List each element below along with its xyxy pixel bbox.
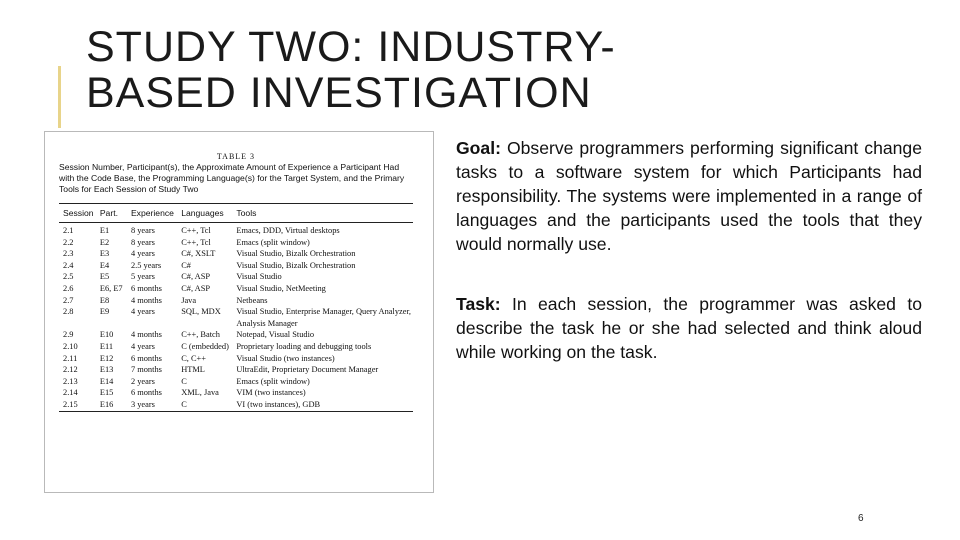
table-cell-experience: 4 years [130, 341, 155, 351]
table-cell-tools: Visual Studio, NetMeeting [236, 283, 326, 293]
table-cell-session: 2.9 [63, 330, 74, 340]
table-cell-participant: E13 [99, 365, 114, 375]
table-cell-participant: E8 [99, 295, 110, 305]
header-experience: Experience [130, 208, 174, 218]
table-cell-participant: E9 [99, 307, 110, 317]
table-cell-languages: C#, ASP [181, 283, 211, 293]
table-cell-experience: 4 months [130, 295, 162, 305]
table-cell-participant: E4 [99, 260, 110, 270]
table-cell-participant: E5 [99, 272, 110, 282]
title-accent-bar [58, 66, 61, 128]
table-row [59, 387, 413, 399]
task-label: Task: [456, 294, 501, 314]
table-cell-languages: C++, Tcl [181, 237, 211, 247]
task-paragraph [456, 292, 922, 364]
table-cell-tools: Visual Studio, Bizalk Orchestration [236, 260, 356, 270]
table-cell-participant: E11 [99, 341, 114, 351]
table-cell-experience: 2 years [130, 376, 155, 386]
table-cell-languages: C, C++ [181, 353, 206, 363]
table-cell-languages [177, 318, 232, 330]
table-cell-languages: SQL, MDX [181, 307, 221, 317]
table-cell-participant: E10 [99, 330, 114, 340]
table-cell-languages: C#, ASP [181, 272, 211, 282]
table-body [59, 223, 413, 412]
table-cell-languages: C (embedded) [181, 341, 229, 351]
table-cell-experience: 5 years [130, 272, 155, 282]
table-cell-experience: 6 months [130, 283, 162, 293]
table-cell-tools: Visual Studio, Bizalk Orchestration [236, 249, 356, 259]
table-cell-session: 2.5 [63, 272, 74, 282]
table-cell-languages: C [181, 399, 187, 409]
table-row [59, 248, 413, 260]
header-participant: Part. [99, 208, 118, 218]
table-image-frame [44, 131, 434, 493]
table-cell-tools: Emacs (split window) [236, 237, 310, 247]
table-label: TABLE 3 [216, 152, 256, 161]
table-row [59, 364, 413, 376]
slide-title-line-1: STUDY TWO: INDUSTRY- [86, 23, 616, 71]
table-cell-participant: E2 [99, 237, 110, 247]
table-row [59, 237, 413, 249]
table-cell-experience: 8 years [130, 237, 155, 247]
table-row [59, 223, 413, 237]
table-cell-participant: E14 [99, 376, 114, 386]
table-header-row [59, 204, 413, 223]
table-cell-languages: C [181, 376, 187, 386]
table-cell-session: 2.12 [63, 365, 78, 375]
table-row [59, 283, 413, 295]
table-row [59, 399, 413, 411]
table-cell-tools: Proprietary loading and debugging tools [236, 341, 372, 351]
table-cell-languages: C++, Batch [181, 330, 220, 340]
table-cell-experience: 7 months [130, 365, 162, 375]
table-cell-session: 2.13 [63, 376, 78, 386]
table-cell-languages: C++, Tcl [181, 226, 211, 235]
table-cell-session: 2.15 [63, 399, 78, 409]
table-cell-tools: Emacs (split window) [236, 376, 310, 386]
slide-title [86, 24, 616, 116]
table-cell-tools: VIM (two instances) [236, 388, 306, 398]
table-cell-experience: 6 months [130, 353, 162, 363]
table-row [59, 306, 413, 318]
table-row [59, 271, 413, 283]
table-cell-participant: E6, E7 [99, 283, 123, 293]
table-cell-languages: HTML [181, 365, 205, 375]
table-cell-languages: XML, Java [181, 388, 219, 398]
table-row [59, 353, 413, 365]
table-row [59, 341, 413, 353]
table-cell-experience: 2.5 years [130, 260, 162, 270]
table-cell-session: 2.2 [63, 237, 74, 247]
table-cell-session: 2.14 [63, 388, 78, 398]
table-cell-languages: Java [181, 295, 197, 305]
table-cell-session: 2.3 [63, 249, 74, 259]
table-cell-session: 2.10 [63, 341, 78, 351]
table-cell-experience: 4 years [130, 249, 155, 259]
table-cell-participant: E16 [99, 399, 114, 409]
table-figure [59, 152, 413, 412]
goal-paragraph [456, 136, 922, 256]
table-cell-languages: C#, XSLT [181, 249, 216, 259]
header-session: Session [63, 208, 94, 218]
goal-text: Observe programmers performing significant change tasks to a software system for which Participants had responsibility. The systems were implemented in a range of languages and the participants used the tools that they would normally use. [456, 138, 922, 254]
table-cell-tools: Visual Studio, Enterprise Manager, Query Analyzer, [236, 307, 411, 317]
study-table [59, 203, 413, 412]
table-cell-session: 2.8 [63, 307, 74, 317]
table-cell-experience [127, 318, 177, 330]
table-cell-participant: E1 [99, 226, 110, 235]
table-cell-tools: Visual Studio [236, 272, 282, 282]
table-cell-participant: E15 [99, 388, 114, 398]
table-cell-experience: 4 months [130, 330, 162, 340]
table-cell-tools: Visual Studio (two instances) [236, 353, 335, 363]
task-text: In each session, the programmer was asked to describe the task he or she had selected and think aloud while working on the task. [456, 294, 922, 362]
table-row [59, 318, 413, 330]
table-cell-languages: C# [181, 260, 191, 270]
table-cell-session [59, 318, 96, 330]
table-cell-tools: Notepad, Visual Studio [236, 330, 315, 340]
table-cell-tools: Netbeans [236, 295, 268, 305]
goal-label: Goal: [456, 138, 501, 158]
slide-title-line-2: BASED INVESTIGATION [86, 69, 592, 117]
table-cell-session: 2.7 [63, 295, 74, 305]
table-row [59, 295, 413, 307]
table-row [59, 260, 413, 272]
header-tools: Tools [236, 208, 257, 218]
table-cell-participant: E12 [99, 353, 114, 363]
table-cell-experience: 6 months [130, 388, 162, 398]
table-cell-participant [96, 318, 127, 330]
table-cell-experience: 4 years [130, 307, 155, 317]
table-cell-session: 2.1 [63, 226, 74, 235]
table-cell-participant: E3 [99, 249, 110, 259]
table-cell-tools: Emacs, DDD, Virtual desktops [236, 226, 340, 235]
table-caption: Session Number, Participant(s), the Approximate Amount of Experience a Participant Had with the Code Base, the Programming Language(s) for the Target System, and the Primary Tools for Each Session of Study Two [59, 162, 405, 194]
table-cell-session: 2.6 [63, 283, 74, 293]
table-cell-tools: Analysis Manager [236, 318, 298, 328]
table-cell-experience: 3 years [130, 399, 155, 409]
header-languages: Languages [181, 208, 224, 218]
table-cell-experience: 8 years [130, 226, 155, 235]
table-cell-session: 2.11 [63, 353, 78, 363]
page-number: 6 [858, 513, 864, 524]
table-row [59, 329, 413, 341]
table-cell-tools: VI (two instances), GDB [236, 399, 321, 409]
table-cell-session: 2.4 [63, 260, 74, 270]
table-cell-tools: UltraEdit, Proprietary Document Manager [236, 365, 379, 375]
table-row [59, 376, 413, 388]
